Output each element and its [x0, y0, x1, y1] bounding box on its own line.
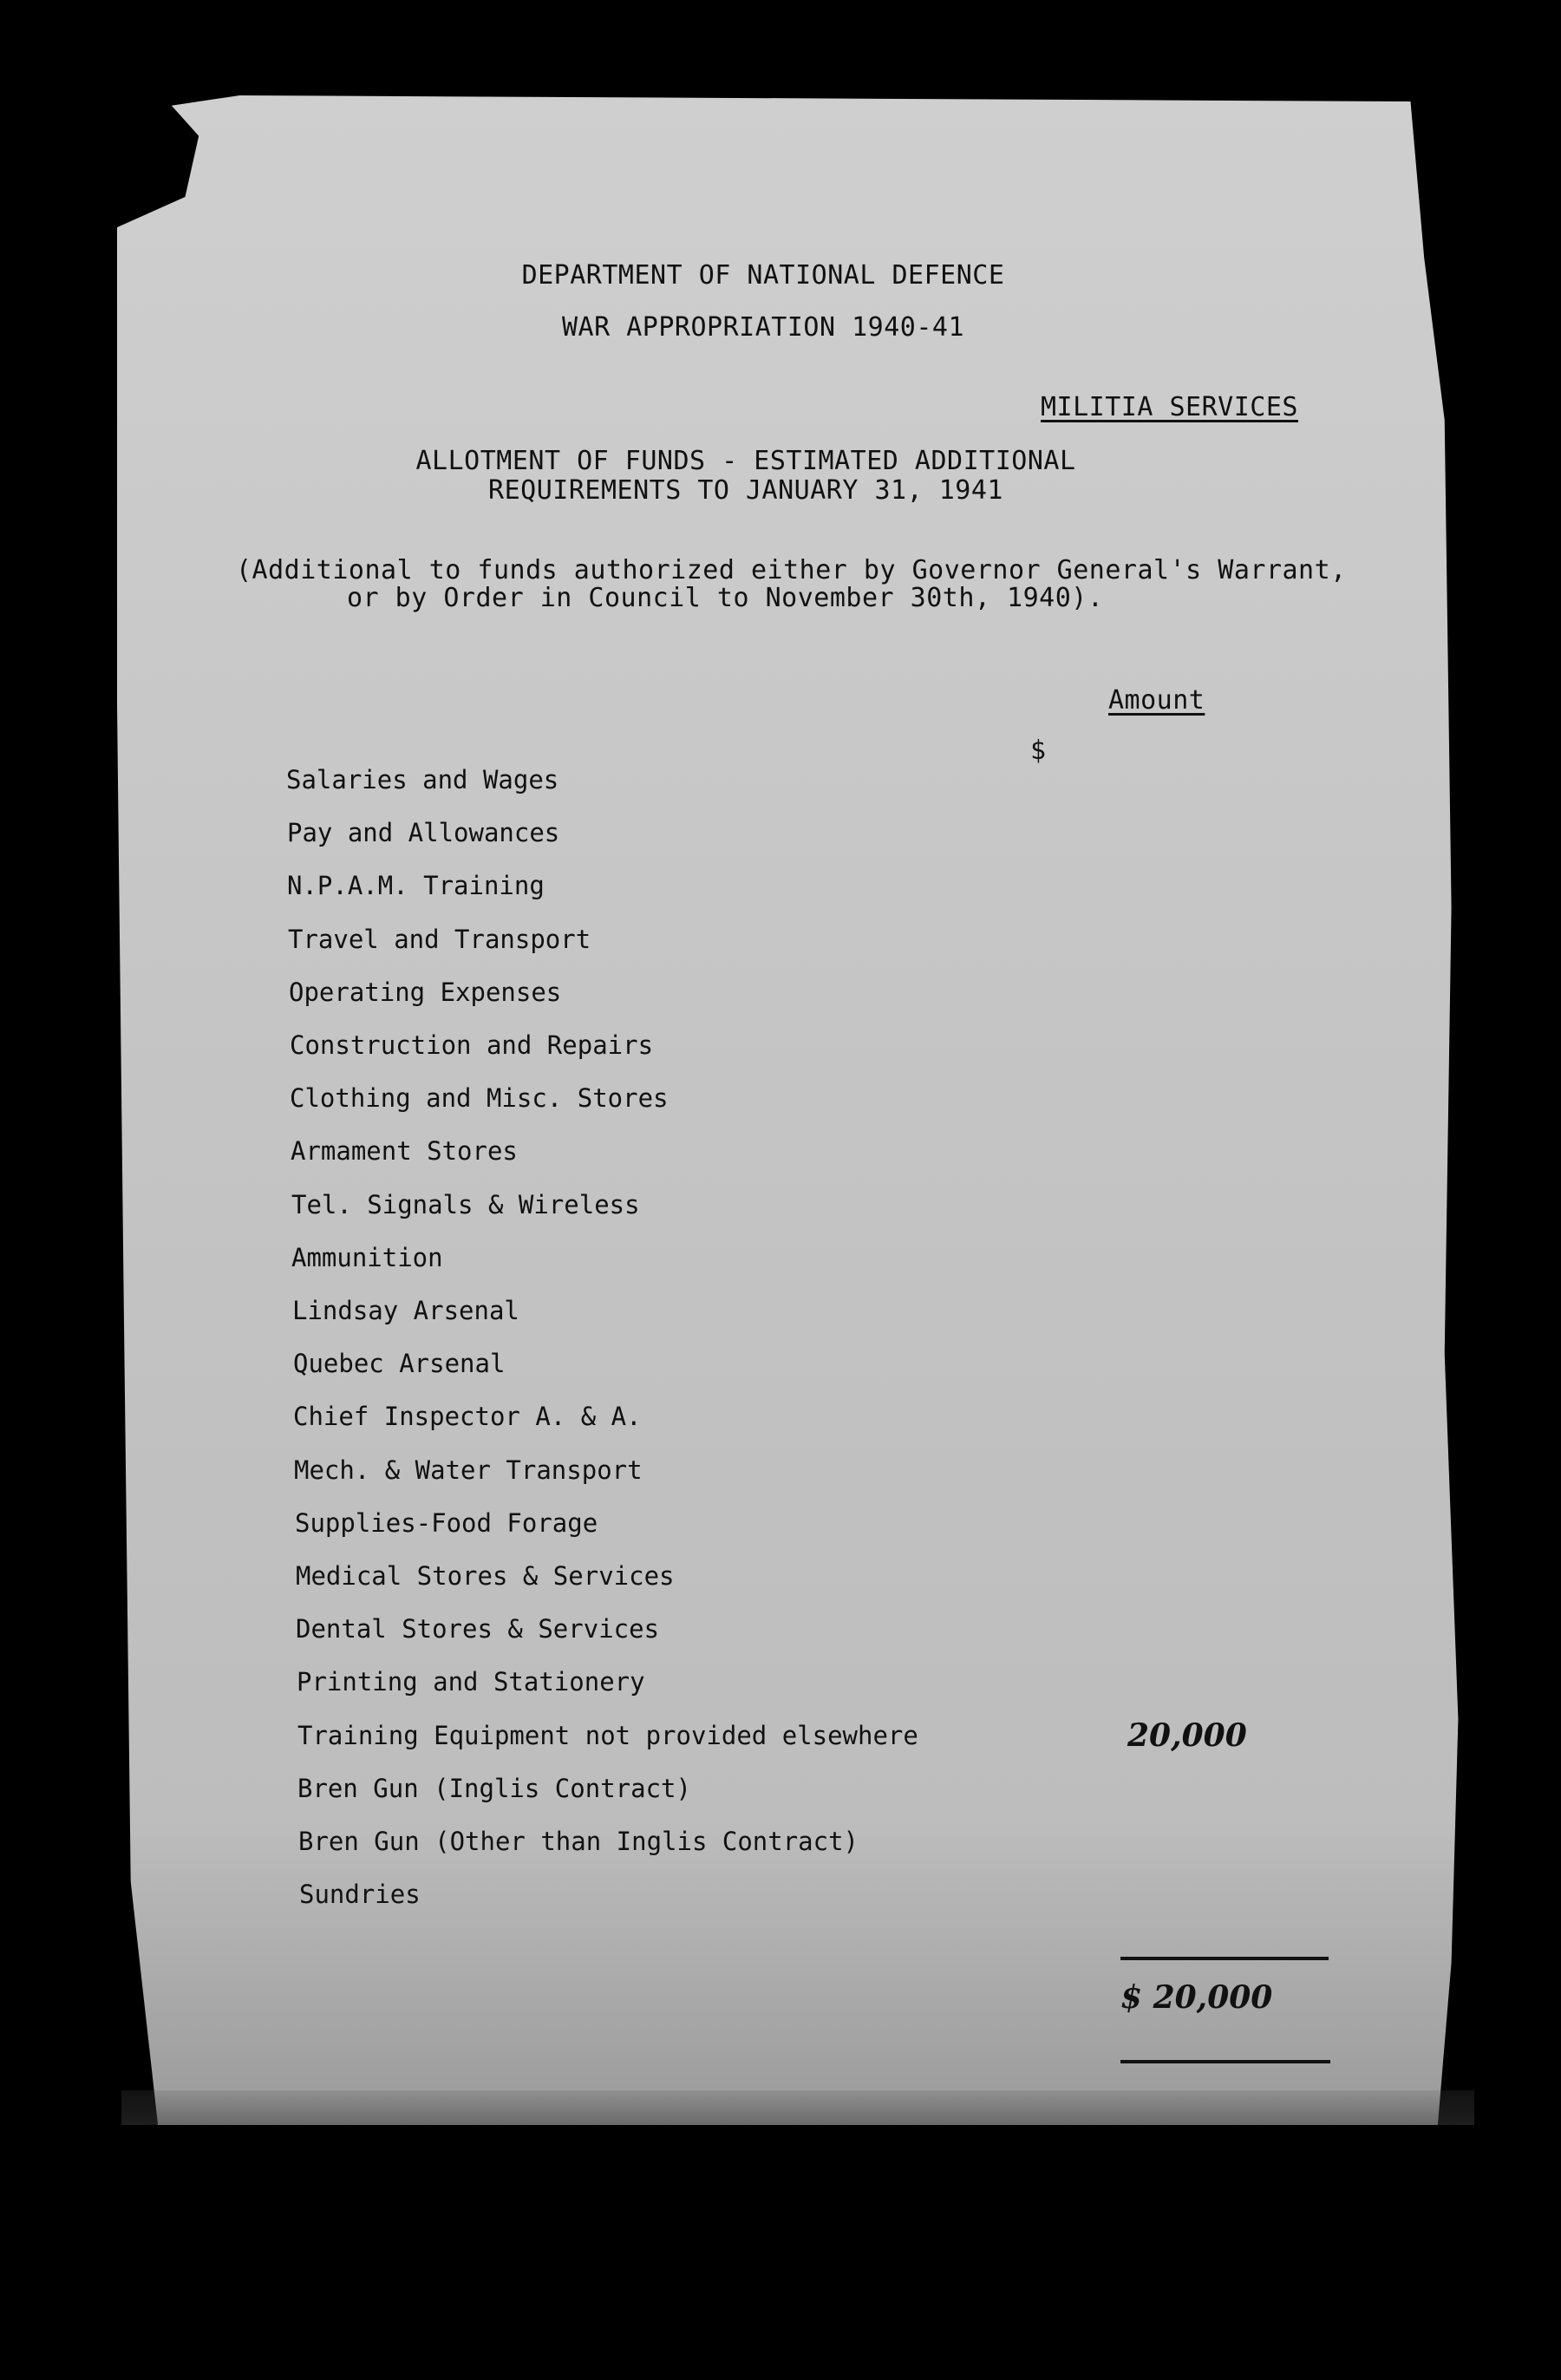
allotment-item: Mech. & Water Transport: [294, 1455, 643, 1485]
allotment-item: Supplies-Food Forage: [295, 1507, 598, 1538]
allotment-item: Pay and Allowances: [287, 818, 560, 848]
page-bottom-shadow: [121, 2090, 1474, 2125]
total-rule-top: [1120, 1957, 1329, 1960]
service-heading: MILITIA SERVICES: [1041, 392, 1298, 422]
allotment-item: Clothing and Misc. Stores: [290, 1083, 669, 1114]
allotment-item: Chief Inspector A. & A.: [293, 1402, 642, 1432]
allotment-item: Construction and Repairs: [290, 1030, 654, 1060]
allotment-item: Sundries: [299, 1880, 421, 1910]
handwritten-total: $ 20,000: [1120, 1979, 1273, 2016]
currency-symbol: $: [1030, 736, 1047, 766]
allotment-item: N.P.A.M. Training: [287, 871, 545, 901]
allotment-item: Training Equipment not provided elsewhere: [297, 1720, 918, 1750]
department-heading: DEPARTMENT OF NATIONAL DEFENCE: [521, 260, 1005, 291]
allotment-item: Bren Gun (Other than Inglis Contract): [298, 1827, 859, 1856]
note-line-2: or by Order in Council to November 30th, 1940).: [347, 583, 1104, 613]
note-line-1: (Additional to funds authorized either by Governor General's Warrant,: [236, 555, 1347, 585]
allotment-item: Armament Stores: [291, 1136, 518, 1167]
allotment-item: Travel and Transport: [288, 924, 591, 954]
title-line-2: REQUIREMENTS TO JANUARY 31, 1941: [488, 475, 1003, 506]
allotment-item: Salaries and Wages: [286, 765, 559, 794]
allotment-item: Printing and Stationery: [297, 1667, 645, 1697]
title-line-1: ALLOTMENT OF FUNDS - ESTIMATED ADDITIONAL: [415, 446, 1076, 476]
allotment-item: Tel. Signals & Wireless: [291, 1189, 640, 1219]
allotment-item: Medical Stores & Services: [296, 1561, 675, 1591]
handwritten-training-amount: 20,000: [1127, 1717, 1247, 1754]
allotment-item: Ammunition: [291, 1242, 443, 1272]
total-rule-bottom: [1120, 2060, 1330, 2063]
allotment-item: Bren Gun (Inglis Contract): [297, 1773, 691, 1803]
amount-column-header: Amount: [1108, 685, 1205, 716]
allotment-item: Dental Stores & Services: [296, 1614, 660, 1644]
allotment-item: Operating Expenses: [289, 977, 562, 1007]
allotment-item: Quebec Arsenal: [293, 1349, 506, 1379]
appropriation-heading: WAR APPROPRIATION 1940-41: [561, 312, 965, 343]
allotment-item: Lindsay Arsenal: [292, 1296, 519, 1325]
